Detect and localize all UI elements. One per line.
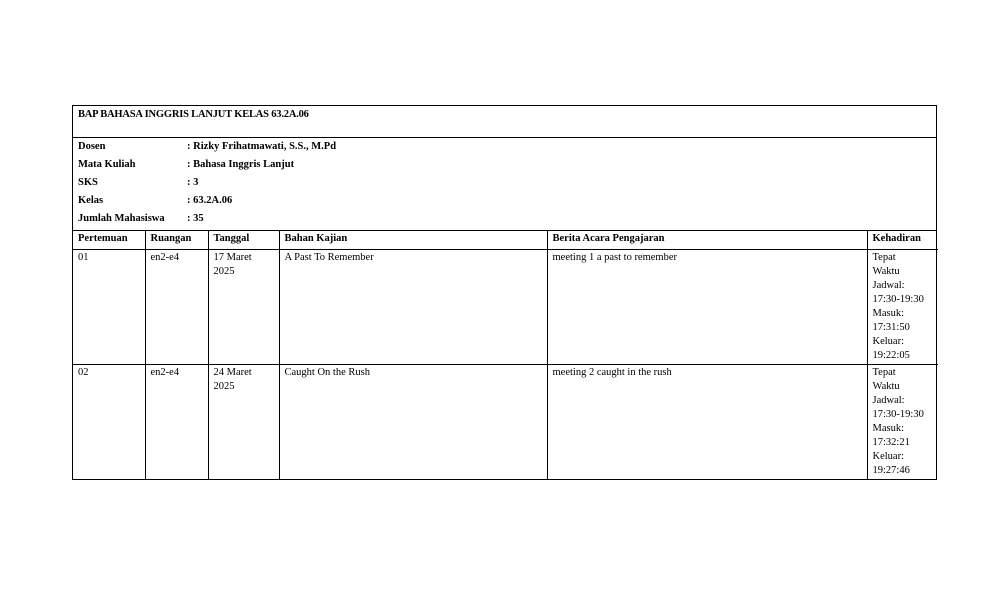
info-value: : 35 (187, 213, 204, 224)
info-row-dosen (78, 140, 931, 158)
info-row-sks (78, 176, 931, 194)
kehadiran-line: 19:22:05 (872, 349, 910, 361)
kehadiran-line: Jadwal: (872, 279, 905, 291)
kehadiran-line: Masuk: (872, 307, 904, 319)
info-row-mata-kuliah (78, 158, 931, 176)
kehadiran-line: 19:27:46 (872, 464, 910, 476)
table-row (73, 249, 938, 364)
cell-ruangan: en2-e4 (145, 364, 208, 479)
cell-kehadiran (867, 249, 938, 364)
info-value: : 3 (187, 177, 199, 188)
info-label: Jumlah Mahasiswa (78, 213, 165, 224)
kehadiran-line: Keluar: (872, 335, 904, 347)
kehadiran-line: 17:32:21 (872, 436, 910, 448)
cell-berita-acara: meeting 2 caught in the rush (547, 364, 867, 479)
info-label: Kelas (78, 195, 104, 206)
cell-bahan-kajian: Caught On the Rush (279, 364, 547, 479)
table-header-row (73, 231, 938, 249)
header-tanggal: Tanggal (208, 231, 279, 249)
info-value: : 63.2A.06 (187, 195, 233, 206)
info-label: Dosen (78, 141, 106, 152)
cell-pertemuan: 01 (73, 249, 145, 364)
cell-bahan-kajian: A Past To Remember (279, 249, 547, 364)
header-bahan-kajian: Bahan Kajian (279, 231, 547, 249)
info-label: Mata Kuliah (78, 159, 136, 170)
info-label: SKS (78, 177, 98, 188)
info-value: : Bahasa Inggris Lanjut (187, 159, 295, 170)
header-ruangan: Ruangan (145, 231, 208, 249)
cell-pertemuan: 02 (73, 364, 145, 479)
kehadiran-line: Jadwal: (872, 394, 905, 406)
info-value: : Rizky Frihatmawati, S.S., M.Pd (187, 141, 337, 152)
kehadiran-line: Tepat (872, 366, 896, 378)
kehadiran-line: 17:30-19:30 (872, 408, 924, 420)
kehadiran-line: Waktu (872, 380, 900, 392)
cell-kehadiran (867, 364, 938, 479)
info-row-jumlah-mahasiswa (78, 212, 931, 230)
kehadiran-line: 17:30-19:30 (872, 293, 924, 305)
kehadiran-line: Keluar: (872, 450, 904, 462)
cell-tanggal: 24 Maret 2025 (208, 364, 279, 479)
kehadiran-line: 17:31:50 (872, 321, 910, 333)
header-pertemuan: Pertemuan (73, 231, 145, 249)
kehadiran-line: Waktu (872, 265, 900, 277)
cell-berita-acara: meeting 1 a past to remember (547, 249, 867, 364)
header-kehadiran: Kehadiran (867, 231, 938, 249)
header-berita-acara: Berita Acara Pengajaran (547, 231, 867, 249)
cell-tanggal: 17 Maret 2025 (208, 249, 279, 364)
sessions-table (73, 231, 938, 479)
cell-ruangan: en2-e4 (145, 249, 208, 364)
kehadiran-line: Masuk: (872, 422, 904, 434)
document-title: BAP BAHASA INGGRIS LANJUT KELAS 63.2A.06 (73, 106, 936, 138)
table-row (73, 364, 938, 479)
bap-sheet (72, 105, 937, 480)
kehadiran-line: Tepat (872, 251, 896, 263)
course-info (73, 138, 936, 231)
info-row-kelas (78, 194, 931, 212)
